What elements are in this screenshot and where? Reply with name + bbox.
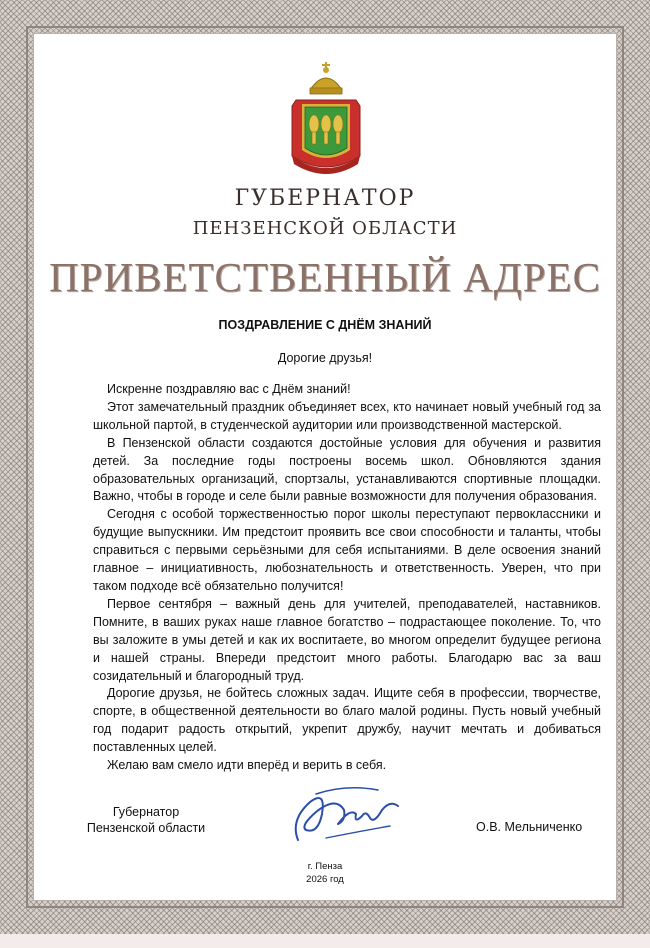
document-title: ПРИВЕТСТВЕННЫЙ АДРЕС (49, 254, 601, 300)
city: г. Пенза (307, 861, 343, 872)
signatory-name: О.В. Мельниченко (476, 820, 583, 834)
governor-region: ПЕНЗЕНСКОЙ ОБЛАСТИ (192, 218, 458, 239)
crown-icon (310, 62, 342, 94)
paragraph: Желаю вам смело идти вперёд и верить в себя. (107, 758, 387, 773)
coat-of-arms-icon (286, 56, 366, 176)
letter-body (93, 381, 601, 775)
position-line: Пензенской области (86, 821, 206, 835)
paragraph: Этот замечательный праздник объединяет всех, кто начинает новый учебный год за школьной партой, в студенческой аудитории или производственной мастерской. (93, 399, 601, 432)
paragraph: Сегодня с особой торжественностью порог школы переступают первоклассники и будущие выпускники. Им предстоит проявить все свои способности и таланты, чтобы справиться с первыми серьёзными для себя испытаниями. В деле освоения знаний главное – инициативность, любознательность и ответственность. Уверен, что при таком подходе всё обязательно получится! (93, 507, 601, 593)
paragraph: В Пензенской области создаются достойные условия для обучения и развития детей. За последние годы построены восемь школ. Обновляются здания образовательных организаций, спортзалы, устанавливаются спортивные площадки. Важно, чтобы в городе и селе были равные возможности для получения образования. (93, 435, 601, 504)
handwritten-signature-icon (286, 780, 406, 850)
greeting-line: Дорогие друзья! (277, 351, 373, 365)
paragraph: Первое сентября – важный день для учителей, преподавателей, наставников. Помните, в ваших руках наше главное богатство – подрастающее поколение. То, что вы заложите в умы детей и как их воспитаете, во многом определит будущее региона и нашей страны. Впереди предстоит много работы. Благодарю вас за ваш созидательный и благородный труд. (93, 596, 601, 683)
year: 2026 год (306, 874, 344, 885)
paragraph: Искренне поздравляю вас с Днём знаний! (107, 382, 351, 396)
congratulation-subtitle: ПОЗДРАВЛЕНИЕ С ДНЁМ ЗНАНИЙ (218, 318, 432, 332)
signatory-position (66, 804, 226, 836)
place-and-year (0, 860, 650, 886)
position-line: Губернатор (112, 805, 180, 819)
paragraph: Дорогие друзья, не бойтесь сложных задач. Ищите себя в профессии, творчестве, спорте, в общественной деятельности во благо малой родины. Пусть новый учебный год подарит радость открытий, укрепит дружбу, научит мечтать и добиваться поставленных целей. (93, 686, 601, 755)
governor-title: ГУБЕРНАТОР (234, 186, 416, 211)
